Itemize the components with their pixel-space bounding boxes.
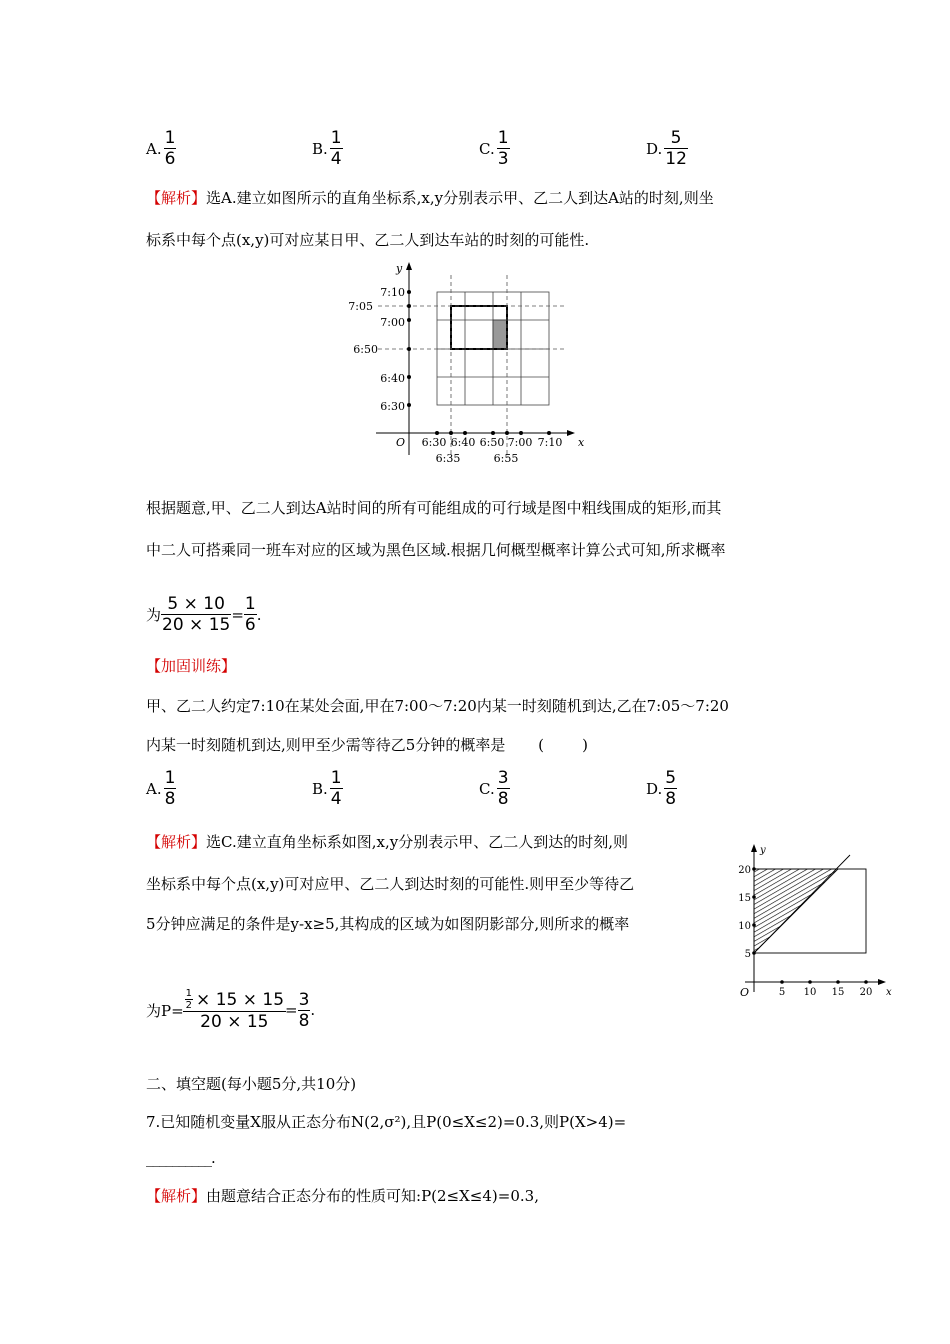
fig1-origin: O <box>396 436 406 449</box>
fig2-y-label: y <box>760 845 766 856</box>
fig1-x-tick: 6:55 <box>493 452 519 465</box>
fig1-y-tick: 6:40 <box>380 372 405 385</box>
figure-1-time-grid <box>348 258 590 468</box>
figure-2-shaded-region <box>735 838 905 1010</box>
x-axis-arrow <box>567 430 575 436</box>
section2-heading: 二、填空题(每小题5分,共10分) <box>146 1075 357 1093</box>
q7-line1: 7.已知随机变量X服从正态分布N(2,σ²),且P(0≤X≤2)=0.3,则P(X>4)= <box>146 1113 627 1131</box>
sol2-line1: 【解析】选C.建立直角坐标系如图,x,y分别表示甲、乙二人到达的时刻,则 <box>146 833 628 851</box>
practice-option-c: C. $\frac{3}{8}$ <box>479 768 509 809</box>
fig2-x-tick: 5 <box>778 987 786 998</box>
sol1-line1: 【解析】选A.建立如图所示的直角坐标系,x,y分别表示甲、乙二人到达A站的时刻,则坐 <box>146 189 714 207</box>
fig1-y-tick: 7:10 <box>380 286 405 299</box>
practice-q-line1: 甲、乙二人约定7:10在某处会面,甲在7:00～7:20内某一时刻随机到达,乙在7:05～7:20 <box>146 697 729 715</box>
fig1-y-label: y <box>396 262 403 275</box>
q1-option-d: D. $\frac{5}{12}$ <box>646 128 687 169</box>
y-axis-arrow <box>406 262 412 270</box>
y-axis-arrow <box>751 844 757 852</box>
fig1-x-tick: 7:00 <box>507 436 533 449</box>
sol2-line3: 5分钟应满足的条件是y-x≥5,其构成的区域为如图阴影部分,则所求的概率 <box>146 915 630 933</box>
fig1-x-tick: 7:10 <box>537 436 563 449</box>
sol1-line4: 中二人可搭乘同一班车对应的区域为黑色区域.根据几何概型概率计算公式可知,所求概率 <box>146 541 726 559</box>
fig2-origin: O <box>740 986 750 999</box>
practice-option-a: A. $\frac{1}{8}$ <box>146 768 176 809</box>
fig2-y-tick: 5 <box>744 949 751 960</box>
practice-option-b: B. $\frac{1}{4}$ <box>312 768 342 809</box>
fig2-x-tick: 15 <box>831 987 845 998</box>
fig2-x-tick: 20 <box>859 987 873 998</box>
fig1-x-label: x <box>578 436 585 449</box>
sol2-result: 为P= $\frac{1}{2}$ × 15 × 15 20 × 15 = $\frac{3}{8}$ . <box>146 988 316 1032</box>
fig2-y-tick: 20 <box>738 865 751 876</box>
sol1-line2: 标系中每个点(x,y)可对应某日甲、乙二人到达车站的时刻的可能性. <box>146 231 590 249</box>
sol2-line2: 坐标系中每个点(x,y)可对应甲、乙二人到达时刻的可能性.则甲至少等待乙 <box>146 875 635 893</box>
sol1-line3: 根据题意,甲、乙二人到达A站时间的所有可能组成的可行域是图中粗线围成的矩形,而其 <box>146 499 722 517</box>
q7-solution: 【解析】由题意结合正态分布的性质可知:P(2≤X≤4)=0.3, <box>146 1187 539 1205</box>
fig2-y-tick: 15 <box>738 893 751 904</box>
fig1-y-tick: 6:30 <box>380 400 405 413</box>
x-axis-arrow <box>878 979 886 985</box>
fig1-x-tick: 6:40 <box>450 436 476 449</box>
fig1-x-tick: 6:50 <box>479 436 505 449</box>
fig2-y-tick: 10 <box>738 921 751 932</box>
practice-option-d: D. $\frac{5}{8}$ <box>646 768 677 809</box>
q1-option-c: C. $\frac{1}{3}$ <box>479 128 509 169</box>
fig1-x-tick: 6:30 <box>421 436 447 449</box>
fig2-x-label: x <box>886 987 892 998</box>
q7-blank: __________. <box>146 1149 215 1167</box>
shaded-region <box>493 320 507 349</box>
fig1-x-tick: 6:35 <box>435 452 461 465</box>
practice-tag: 【加固训练】 <box>146 657 237 675</box>
q1-option-b: B. $\frac{1}{4}$ <box>312 128 342 169</box>
fig2-x-tick: 10 <box>803 987 817 998</box>
fig1-y-tick: 6:50 <box>353 343 378 356</box>
practice-q-line2: 内某一时刻随机到达,则甲至少需等待乙5分钟的概率是 ( ) <box>146 736 588 754</box>
sol1-result: 为 $\frac{5 \times 10}{20 \times 15}$ = $\frac{1}{6}$ . <box>146 594 262 635</box>
fig1-y-tick: 7:05 <box>348 300 373 313</box>
fig1-y-tick: 7:00 <box>380 316 405 329</box>
q1-option-a: A. $\frac{1}{6}$ <box>146 128 176 169</box>
